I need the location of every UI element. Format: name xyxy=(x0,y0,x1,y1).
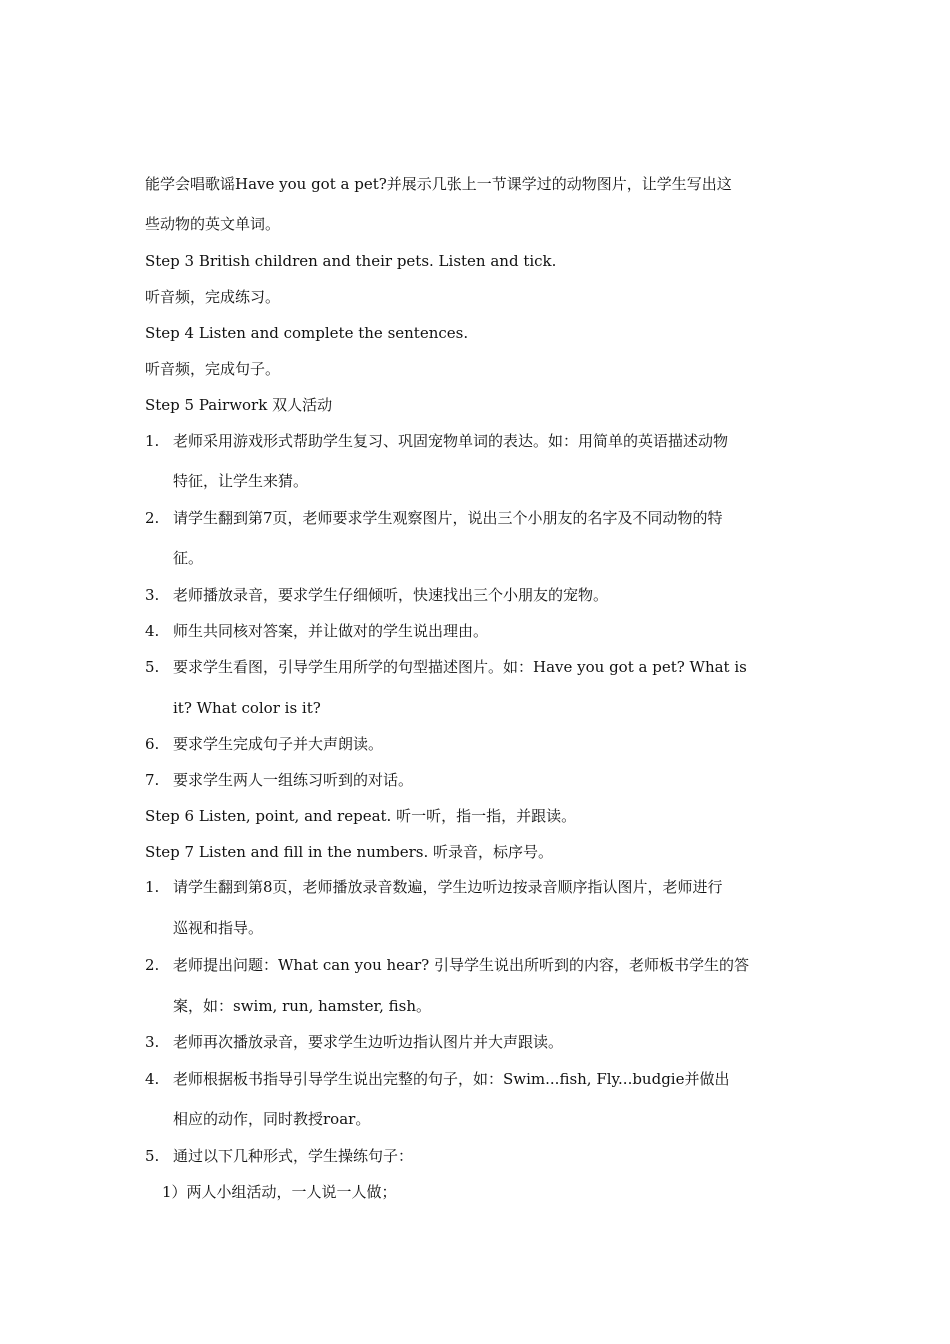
step4-heading: Step 4 Listen and complete the sentences. xyxy=(145,324,469,342)
list-text: 老师提出问题：What can you hear? 引导学生说出所听到的内容，老师板书学生的答 xyxy=(173,956,749,974)
list-text: 老师根据板书指导引导学生说出完整的句子，如：Swim...fish, Fly...budgie并做出 xyxy=(173,1070,730,1088)
list-text: 老师播放录音，要求学生仔细倾听，快速找出三个小朋友的宠物。 xyxy=(173,586,609,604)
list-text: 请学生翻到第8页，老师播放录音数遍，学生边听边按录音顺序指认图片，老师进行 xyxy=(173,878,723,896)
intro-line-2: 些动物的英文单词。 xyxy=(145,215,281,233)
list-number: 1. xyxy=(145,878,160,896)
list-number: 1. xyxy=(145,432,160,450)
list-text: 通过以下几种形式，学生操练句子： xyxy=(173,1147,414,1165)
step5-heading: Step 5 Pairwork 双人活动 xyxy=(145,396,333,414)
step6-heading: Step 6 Listen, point, and repeat. 听一听，指一指，并跟读。 xyxy=(145,807,577,825)
list-text: 要求学生完成句子并大声朗读。 xyxy=(173,735,384,753)
step3-instruction: 听音频，完成练习。 xyxy=(145,288,281,306)
list-number: 2. xyxy=(145,509,160,527)
list-item-continuation: 巡视和指导。 xyxy=(173,919,264,937)
list-item-continuation: 征。 xyxy=(173,549,204,567)
list-text: 请学生翻到第7页，老师要求学生观察图片，说出三个小朋友的名字及不同动物的特 xyxy=(173,509,723,527)
list-number: 3. xyxy=(145,1033,160,1051)
list-text: 师生共同核对答案，并让做对的学生说出理由。 xyxy=(173,622,489,640)
list-number: 5. xyxy=(145,658,160,676)
list-number: 7. xyxy=(145,771,160,789)
step7-heading: Step 7 Listen and fill in the numbers. 听录音，标序号。 xyxy=(145,843,553,861)
list-item-continuation: 案，如：swim, run, hamster, fish。 xyxy=(173,997,431,1015)
intro-line-1: 能学会唱歌谣Have you got a pet?并展示几张上一节课学过的动物图片，让学生写出这 xyxy=(145,175,732,193)
list-text: 要求学生看图，引导学生用所学的句型描述图片。如：Have you got a pet? What is xyxy=(173,658,747,676)
list-number: 4. xyxy=(145,1070,160,1088)
list-number: 6. xyxy=(145,735,160,753)
step4-instruction: 听音频，完成句子。 xyxy=(145,360,281,378)
list-text: 要求学生两人一组练习听到的对话。 xyxy=(173,771,414,789)
list-item-continuation: 相应的动作，同时教授roar。 xyxy=(173,1110,371,1128)
list-item-continuation: it? What color is it? xyxy=(173,699,321,717)
list-number: 5. xyxy=(145,1147,160,1165)
list-number: 2. xyxy=(145,956,160,974)
sub-list-item: 1）两人小组活动，一人说一人做； xyxy=(162,1183,397,1201)
list-text: 老师再次播放录音，要求学生边听边指认图片并大声跟读。 xyxy=(173,1033,564,1051)
list-number: 3. xyxy=(145,586,160,604)
list-number: 4. xyxy=(145,622,160,640)
step3-heading: Step 3 British children and their pets. Listen and tick. xyxy=(145,252,557,270)
list-text: 老师采用游戏形式帮助学生复习、巩固宠物单词的表达。如：用简单的英语描述动物 xyxy=(173,432,729,450)
list-item-continuation: 特征，让学生来猜。 xyxy=(173,472,309,490)
